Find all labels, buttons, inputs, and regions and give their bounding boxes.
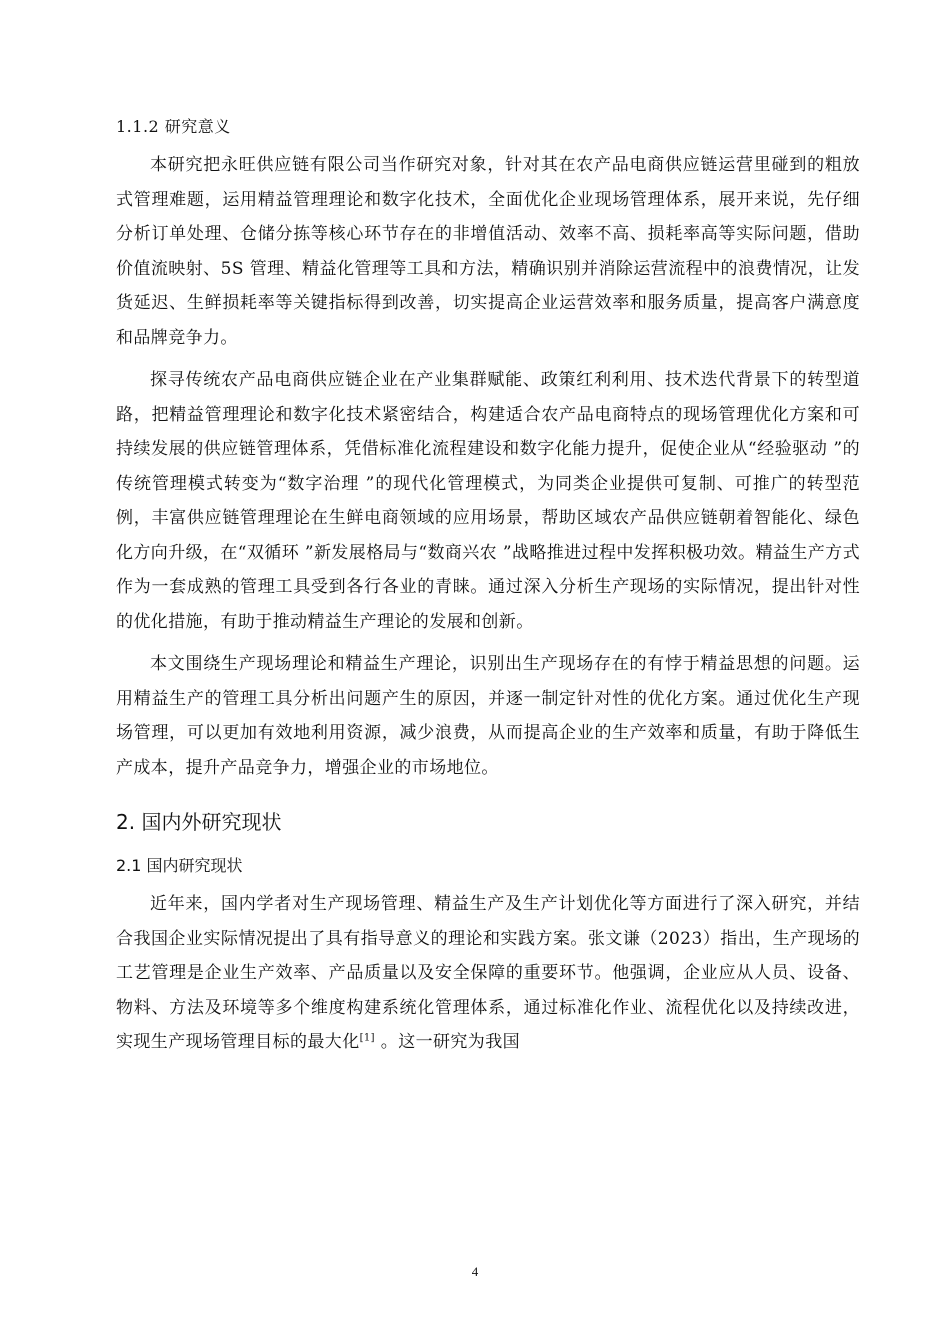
- paragraph-significance-2: 探寻传统农产品电商供应链企业在产业集群赋能、政策红利利用、技术迭代背景下的转型道路，把精益管理理论和数字化技术紧密结合，构建适合农产品电商特点的现场管理优化方案和可持续发展的供应链管理体系，凭借标准化流程建设和数字化能力提升，促使企业从“经验驱动 ”的传统管理模式转变为“数字治理 ”的现代化管理模式，为同类企业提供可复制、可推广的转型范例，丰富供应链管理理论在生鲜电商领域的应用场景，帮助区域农产品供应链朝着智能化、绿色化方向升级，在“双循环 ”新发展格局与“数商兴农 ”战略推进过程中发挥积极功效。精益生产方式作为一套成熟的管理工具受到各行各业的青睐。通过深入分析生产现场的实际情况，提出针对性的优化措施，有助于推动精益生产理论的发展和创新。: [116, 370, 860, 632]
- section-heading-1-1-2: 1.1.2 研究意义: [116, 117, 231, 136]
- paragraph-text: 近年来，国内学者对生产现场管理、精益生产及生产计划优化等方面进行了深入研究，并结合我国企业实际情况提出了具有指导意义的理论和实践方案。张文谦（2023）指出，生产现场的工艺管理是企业生产效率、产品质量以及安全保障的重要环节。他强调，企业应从人员、设备、物料、方法及环境等多个维度构建系统化管理体系，通过标准化作业、流程优化以及持续改进，实现生产现场管理目标的最大化: [116, 894, 860, 1052]
- page-content: [116, 112, 860, 1068]
- paragraph-significance-1: 本研究把永旺供应链有限公司当作研究对象，针对其在农产品电商供应链运营里碰到的粗放式管理难题，运用精益管理理论和数字化技术，全面优化企业现场管理体系，展开来说，先仔细分析订单处理、仓储分拣等核心环节存在的非增值活动、效率不高、损耗率高等实际问题，借助价值流映射、5S 管理、精益化管理等工具和方法，精确识别并消除运营流程中的浪费情况，让发货延迟、生鲜损耗率等关键指标得到改善，切实提高企业运营效率和服务质量，提高客户满意度和品牌竞争力。: [116, 155, 860, 348]
- section-heading-2-1: 2.1 国内研究现状: [116, 856, 243, 875]
- paragraph-domestic-research: [116, 887, 860, 1060]
- paragraph-significance-3: 本文围绕生产现场理论和精益生产理论，识别出生产现场存在的有悖于精益思想的问题。运用精益生产的管理工具分析出问题产生的原因，并逐一制定针对性的优化方案。通过优化生产现场管理，可以更加有效地利用资源，减少浪费，从而提高企业的生产效率和质量，有助于降低生产成本，提升产品竞争力，增强企业的市场地位。: [116, 654, 860, 778]
- paragraph-text-continued: 。这一研究为我国: [374, 1032, 520, 1052]
- page-number: 4: [471, 1264, 479, 1279]
- citation-reference[interactable]: [1]: [359, 1032, 375, 1044]
- section-heading-2: 2. 国内外研究现状: [116, 810, 282, 834]
